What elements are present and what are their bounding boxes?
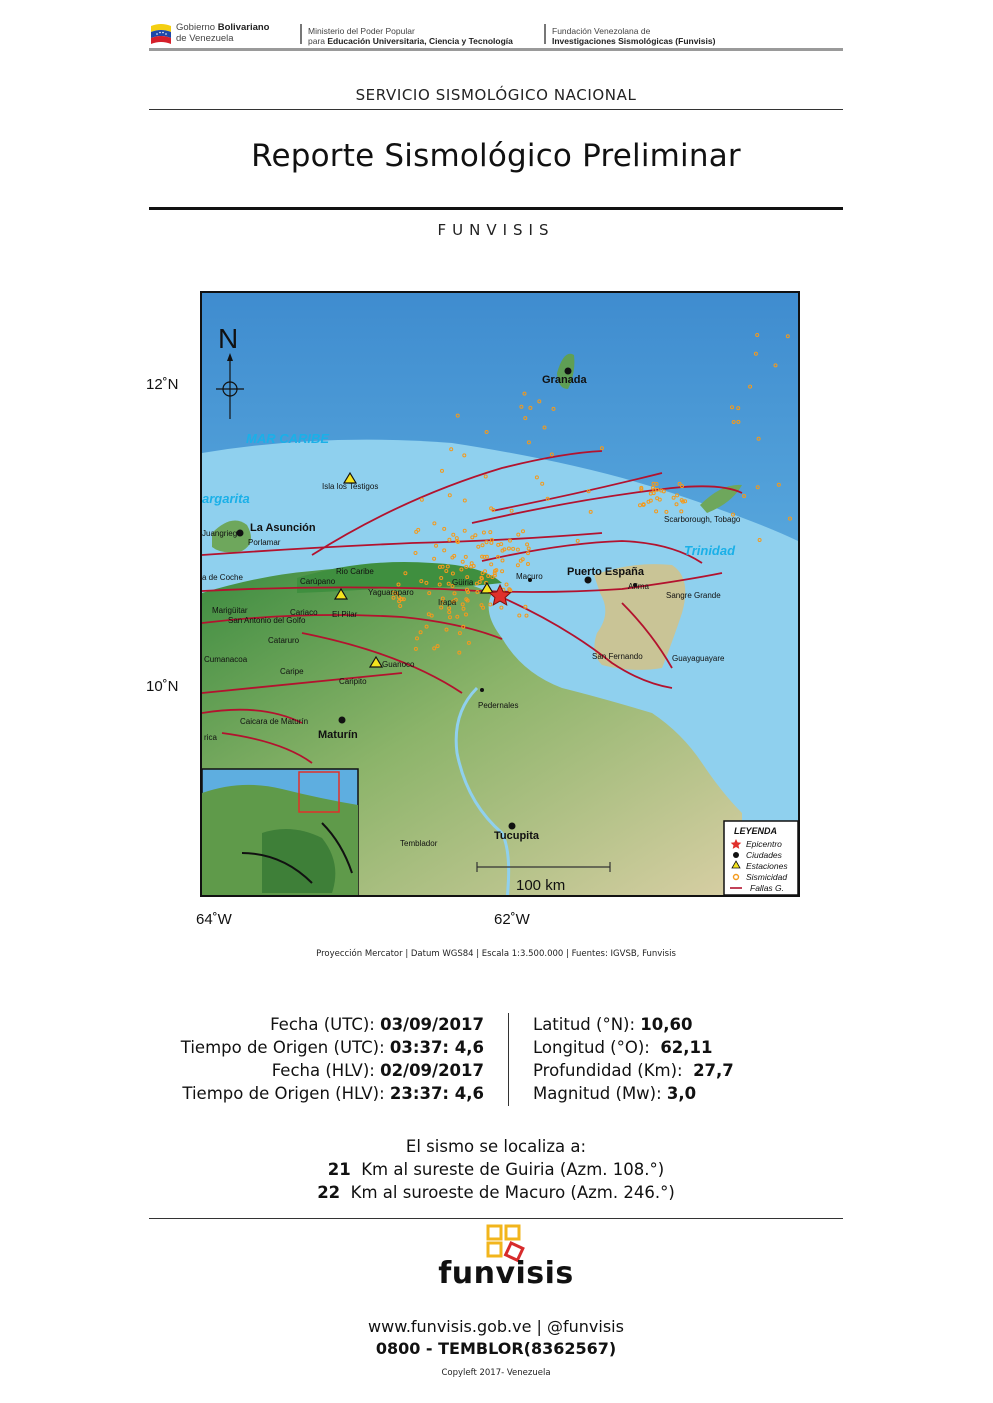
label-caicara: Caicara de Maturín [240, 717, 309, 726]
report-row: Magnitud (Mw): 3,0 [533, 1084, 697, 1103]
label-granada: Granada [542, 374, 587, 386]
scale-label: 100 km [516, 877, 566, 894]
legend-city-icon [733, 852, 739, 858]
sea-label-trinidad: Trinidad [684, 543, 736, 558]
location-line: 21 Km al sureste de Guiria (Azm. 108.°) [327, 1160, 665, 1179]
label-guayaguayare: Guayaguayare [672, 654, 725, 663]
report-row: Tiempo de Origen (HLV): 23:37: 4,6 [182, 1084, 484, 1103]
report-value: 03:37: 4,6 [389, 1038, 484, 1057]
legend-title: LEYENDA [734, 826, 778, 836]
city-dot [509, 823, 516, 830]
institutional-header [149, 18, 843, 50]
lat-label-10n: 10˚N [146, 678, 179, 695]
footer-rule [149, 1218, 843, 1219]
label-temblador: Temblador [400, 839, 438, 848]
label-el-pilar: El Pilar [332, 610, 358, 619]
report-value: 10,60 [640, 1015, 693, 1034]
label-rio-caribe: Rio Caribe [336, 567, 374, 576]
report-value: 27,7 [693, 1061, 734, 1080]
label-arima: Arima [628, 582, 649, 591]
phone-line: 0800 - TEMBLOR(8362567) [375, 1339, 617, 1358]
report-value: 62,11 [660, 1038, 713, 1057]
report-row: Latitud (°N): 10,60 [533, 1015, 693, 1034]
label-guanoco: Guanoco [382, 660, 415, 669]
legend-item: Fallas G. [750, 883, 785, 893]
label-testigos: Isla los Testigos [322, 482, 379, 491]
sea-label-caribe: MAR CARIBE [246, 431, 330, 446]
title-rule [149, 207, 843, 210]
label-macuro: Macuro [516, 572, 543, 581]
label-asuncion: La Asunción [250, 522, 316, 534]
location-summary [149, 1135, 843, 1204]
label-scarborough: Scarborough, Tobago [664, 515, 741, 524]
report-row: Fecha (HLV): 02/09/2017 [271, 1061, 484, 1080]
label-carupano: Carúpano [300, 577, 336, 586]
map-caption: Proyección Mercator | Datum WGS84 | Escala 1:3.500.000 | Fuentes: IGVSB, Funvisis [316, 949, 676, 959]
label-cumanacoa: Cumanacoa [204, 655, 248, 664]
report-value: 02/09/2017 [380, 1061, 484, 1080]
label-yaguaraparo: Yaguaraparo [368, 588, 414, 597]
label-caripito: Caripito [339, 677, 367, 686]
legend-item: Estaciones [746, 861, 788, 871]
label-caripe: Caripe [280, 667, 304, 676]
label-maturin: Maturín [318, 729, 358, 741]
website-line[interactable]: www.funvisis.gob.ve | @funvisis [368, 1317, 624, 1336]
north-label: N [218, 323, 239, 354]
label-sangre-grande: Sangre Grande [666, 591, 721, 600]
label-juangriego: Juangriego [202, 529, 242, 538]
city-dot [480, 688, 484, 692]
venezuela-flag-icon [149, 20, 173, 46]
header-divider [544, 24, 546, 44]
label-tucupita: Tucupita [494, 830, 540, 842]
logo-wordmark: funvisis [438, 1256, 574, 1291]
report-row: Longitud (°O): 62,11 [533, 1038, 713, 1057]
header-divider [300, 24, 302, 44]
location-intro: El sismo se localiza a: [405, 1137, 587, 1156]
label-pedernales: Pedernales [478, 701, 519, 710]
fundacion-label: Fundación Venezolana de Investigaciones Sismológicas (Funvisis) [552, 26, 716, 46]
page-title: Reporte Sismológico Preliminar [251, 138, 741, 174]
org-name: FUNVISIS [437, 221, 555, 239]
legend-item: Ciudades [746, 850, 782, 860]
inset-map [202, 769, 358, 897]
report-value: 03/09/2017 [380, 1015, 484, 1034]
report-row: Profundidad (Km): 27,7 [533, 1061, 734, 1080]
lat-label-12n: 12˚N [146, 376, 179, 393]
city-dot [339, 717, 346, 724]
lon-label-64w: 64˚W [196, 911, 232, 928]
report-row: Tiempo de Origen (UTC): 03:37: 4,6 [180, 1038, 484, 1057]
divider [149, 109, 843, 110]
label-cataruro: Cataruro [268, 636, 300, 645]
report-location [533, 1013, 853, 1105]
label-cariaco: Cariaco [290, 608, 318, 617]
report-row: Fecha (UTC): 03/09/2017 [270, 1015, 484, 1034]
legend-item: Epicentro [746, 839, 782, 849]
label-san-antonio: San Antonio del Golfo [228, 616, 306, 625]
legend-item: Sismicidad [746, 872, 788, 882]
ministerio-label: Ministerio del Poder Popular para Educación Universitaria, Ciencia y Tecnología [308, 26, 513, 46]
lon-label-62w: 62˚W [494, 911, 530, 928]
header-rule [149, 48, 843, 51]
copyleft-note: Copyleft 2017- Venezuela [441, 1368, 551, 1378]
report-times [100, 1013, 484, 1105]
map-legend [724, 821, 798, 895]
label-irapa: Irapa [438, 598, 457, 607]
service-name: SERVICIO SISMOLÓGICO NACIONAL [355, 86, 637, 104]
label-guiria: Güiria [452, 578, 474, 587]
report-value: 23:37: 4,6 [389, 1084, 484, 1103]
report-value: 3,0 [666, 1084, 697, 1103]
label-urica: rica [204, 733, 217, 742]
label-coche: a de Coche [202, 573, 243, 582]
report-divider [508, 1013, 509, 1106]
map-svg [202, 293, 800, 897]
gobierno-label: Gobierno Bolivariano de Venezuela [176, 22, 270, 44]
label-porlamar: Porlamar [248, 538, 281, 547]
sea-label-margarita: argarita [202, 491, 250, 506]
location-line: 22 Km al suroeste de Macuro (Azm. 246.°) [317, 1183, 675, 1202]
label-puerto-espana: Puerto España [567, 566, 645, 578]
label-san-fernando: San Fernando [592, 652, 643, 661]
epicenter-map [200, 291, 800, 897]
label-mariguitar: Marigüitar [212, 606, 248, 615]
